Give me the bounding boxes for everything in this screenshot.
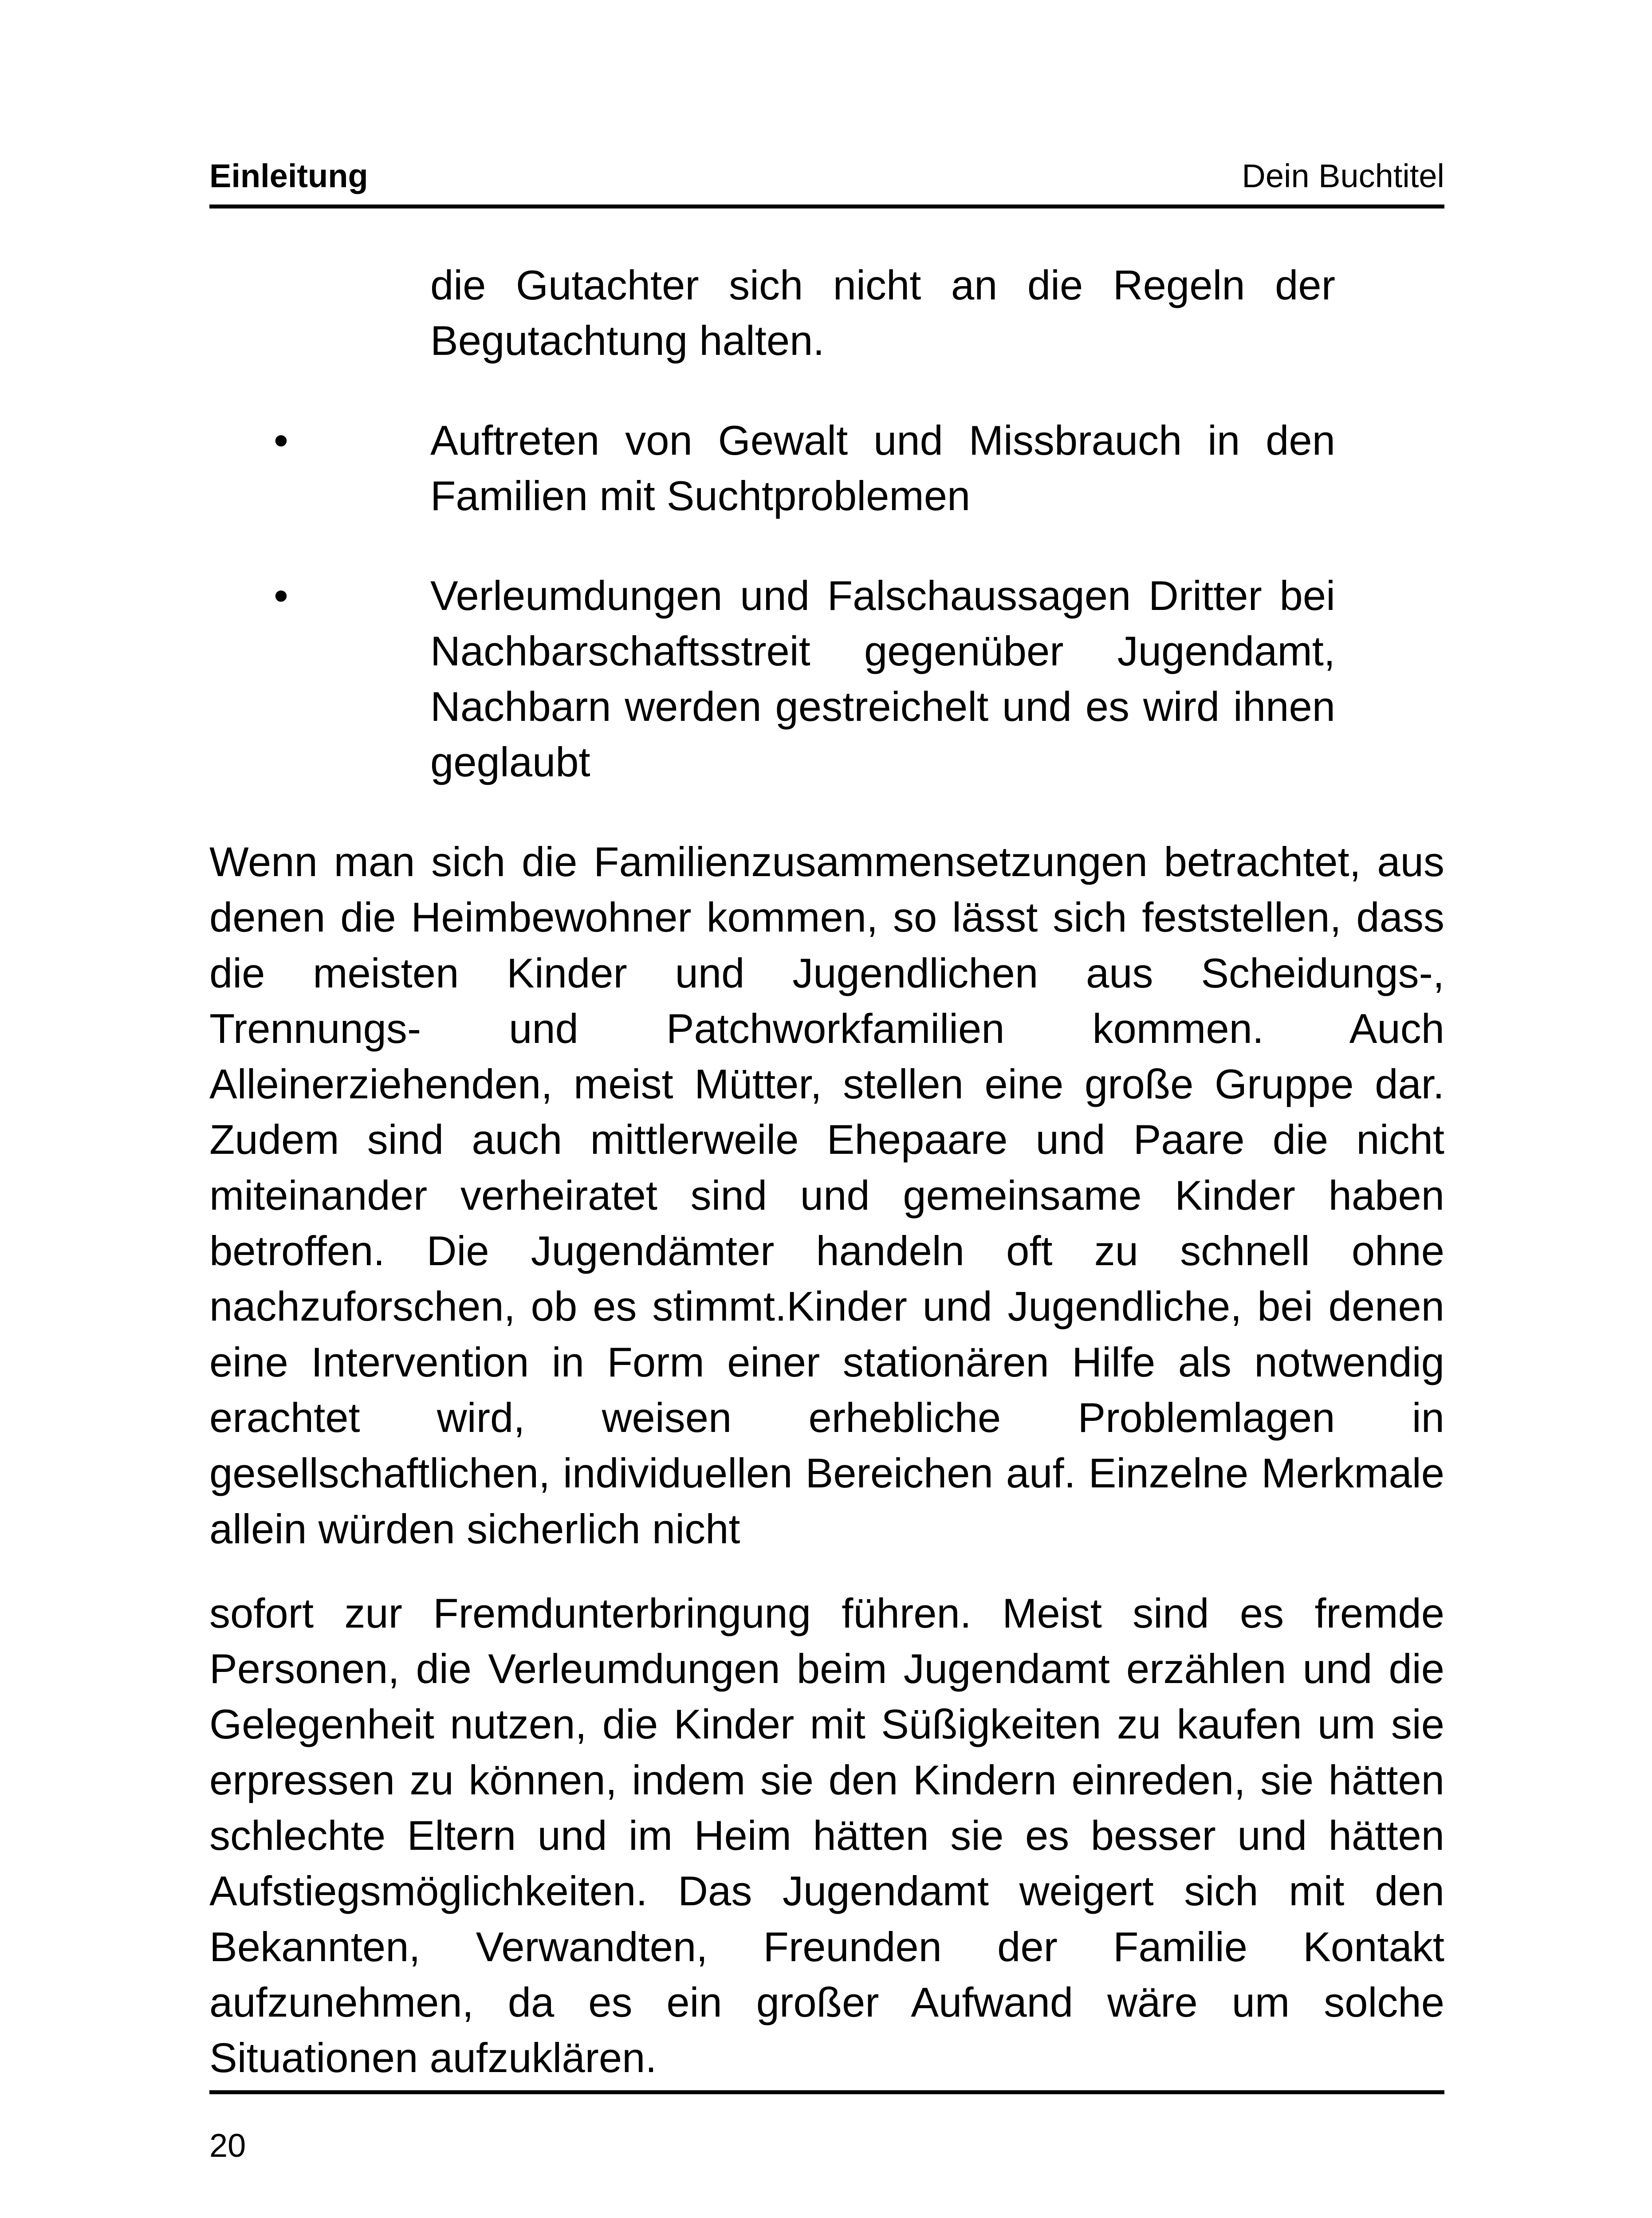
list-item: [209, 568, 1444, 790]
page-number: 20: [209, 2127, 246, 2164]
list-item-text: Auftreten von Gewalt und Missbrauch in den Familien mit Suchtproblemen: [430, 417, 1335, 519]
bullet-icon: •: [274, 417, 288, 464]
footer-divider: [209, 2090, 1444, 2094]
list-item-text: Verleumdungen und Falschaussagen Dritter bei Nachbarschaftsstreit gegenüber Jugendamt, Nachbarn werden gestreichelt und es wird ihnen geglaubt: [430, 572, 1335, 785]
page-body: [209, 257, 1444, 2086]
body-paragraph: sofort zur Fremdunterbringung führen. Meist sind es fremde Personen, die Verleumdungen beim Jugendamt erzählen und die Gelegenheit nutzen, die Kinder mit Süßigkeiten zu kaufen um sie erpressen zu können, indem sie den Kindern einreden, sie hätten schlechte Eltern und im Heim hätten sie es besser und hätten Aufstiegsmöglichkeiten. Das Jugendamt weigert sich mit den Bekannten, Verwandten, Freunden der Familie Kontakt aufzunehmen, da es ein großer Aufwand wäre um solche Situationen aufzuklären.: [209, 1589, 1444, 2081]
book-title: Dein Buchtitel: [1242, 157, 1444, 194]
bullet-icon: •: [274, 572, 288, 619]
running-header: [209, 146, 1444, 208]
body-paragraph: Wenn man sich die Familienzusammensetzungen betrachtet, aus denen die Heimbewohner kommen, so lässt sich feststellen, dass die meisten Kinder und Jugendlichen aus Scheidungs-, Trennungs- und Patchworkfamilien kommen. Auch Alleinerziehenden, meist Mütter, stellen eine große Gruppe dar. Zudem sind auch mittlerweile Ehepaare und Paare die nicht miteinander verheiratet sind und gemeinsame Kinder haben betroffen. Die Jugendämter handeln oft zu schnell ohne nachzuforschen, ob es stimmt.Kinder und Jugendliche, bei denen eine Intervention in Form einer stationären Hilfe als notwendig erachtet wird, weisen erhebliche Problemlagen in gesellschaftlichen, individuellen Bereichen auf. Einzelne Merkmale allein würden sicherlich nicht: [209, 838, 1444, 1552]
list-continuation-text: die Gutachter sich nicht an die Regeln der Begutachtung halten.: [430, 262, 1335, 364]
chapter-title: Einleitung: [209, 157, 368, 194]
list-item: [209, 413, 1444, 523]
